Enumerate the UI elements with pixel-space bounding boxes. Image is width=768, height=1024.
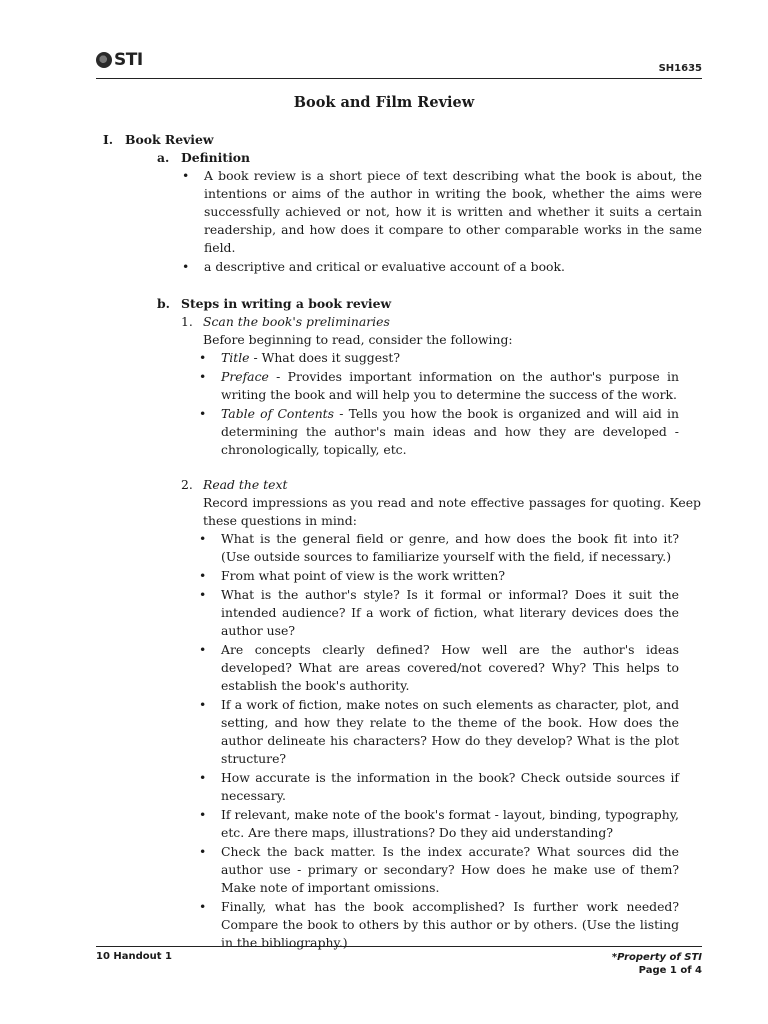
- subsection-title: Steps in writing a book review: [181, 296, 392, 311]
- section-number: I.: [103, 132, 114, 147]
- list-item: [221, 349, 679, 367]
- list-item: • Are concepts clearly defined? How well are the author's ideas developed? What are areas covered/not covered? Why? This helps to establish the book's authority.: [221, 641, 679, 695]
- section-heading: [103, 131, 703, 149]
- header-divider: [96, 78, 702, 79]
- preliminaries-list: [221, 349, 679, 459]
- item-lead: Title: [221, 350, 250, 365]
- item-lead: Table of Contents: [221, 406, 335, 421]
- page-title: Book and Film Review: [293, 94, 475, 111]
- step-1: [181, 313, 703, 459]
- item-text: - What does it suggest?: [249, 350, 401, 365]
- property-notice: *Property of STI: [611, 952, 702, 963]
- globe-icon: [96, 52, 112, 68]
- subsection-letter: a.: [157, 150, 170, 165]
- list-item: • If relevant, make note of the book's format - layout, binding, typography, etc. Are there maps, illustrations? Do they aid understanding?: [221, 806, 679, 842]
- list-item: • a descriptive and critical or evaluative account of a book.: [204, 258, 702, 276]
- subsection-letter: b.: [157, 296, 170, 311]
- list-item: [221, 405, 679, 459]
- step-intro: Before beginning to read, consider the following:: [203, 332, 513, 347]
- step-heading: [181, 313, 703, 331]
- section-title: Book Review: [125, 132, 214, 147]
- list-item: • What is the general field or genre, and how does the book fit into it? (Use outside sources to familiarize yourself with the field, if necessary.): [221, 530, 679, 566]
- list-item: • How accurate is the information in the book? Check outside sources if necessary.: [221, 769, 679, 805]
- list-item: • From what point of view is the work written?: [221, 567, 679, 585]
- subsection-heading-definition: [157, 149, 703, 167]
- list-item: • What is the author's style? Is it formal or informal? Does it suit the intended audience? If a work of fiction, what literary devices does the author use?: [221, 586, 679, 640]
- page-number: Page 1 of 4: [638, 965, 702, 976]
- questions-list: [221, 530, 679, 952]
- document-code: SH1635: [658, 63, 702, 74]
- item-text: - Tells you how the book is organized and will aid in determining the author's main ideas and how they are developed - chronologically, topically, etc.: [221, 406, 679, 457]
- subsection-title: Definition: [181, 150, 251, 165]
- list-item: • A book review is a short piece of text describing what the book is about, the intentions or aims of the author in writing the book, whether the aims were successfully achieved or not, how it is written and whether it suits a certain readership, and how does it compare to other comparable works in the same field.: [204, 167, 702, 257]
- step-title: Read the text: [203, 477, 288, 492]
- footer-divider: [96, 946, 702, 947]
- step-title: Scan the book's preliminaries: [203, 314, 390, 329]
- sti-logo: [96, 50, 143, 70]
- step-heading: [181, 476, 703, 494]
- list-item: [221, 368, 679, 404]
- logo-text: STI: [114, 50, 143, 70]
- list-item: • If a work of fiction, make notes on such elements as character, plot, and setting, and how they relate to the theme of the book. How does the author delineate his characters? How do they develop? What is the plot structure?: [221, 696, 679, 768]
- item-text: - Provides important information on the author's purpose in writing the book and will help you to determine the success of the work.: [221, 369, 679, 402]
- step-number: 2.: [181, 477, 193, 492]
- subsection-heading-steps: [157, 295, 703, 313]
- footer-right: [612, 951, 702, 977]
- list-item: • Check the back matter. Is the index accurate? What sources did the author use - primary or secondary? How does he make use of them? Make note of important omissions.: [221, 843, 679, 897]
- step-intro: Record impressions as you read and note effective passages for quoting. Keep these questions in mind:: [203, 495, 701, 528]
- item-lead: Preface: [221, 369, 269, 384]
- list-item: • Finally, what has the book accomplished? Is further work needed? Compare the book to others by this author or by others. (Use the listing in the bibliography.): [221, 898, 679, 952]
- step-2: [181, 476, 703, 952]
- handout-label: 10 Handout 1: [96, 951, 173, 962]
- definition-list: [204, 167, 702, 276]
- step-number: 1.: [181, 314, 193, 329]
- document-body: [103, 131, 703, 953]
